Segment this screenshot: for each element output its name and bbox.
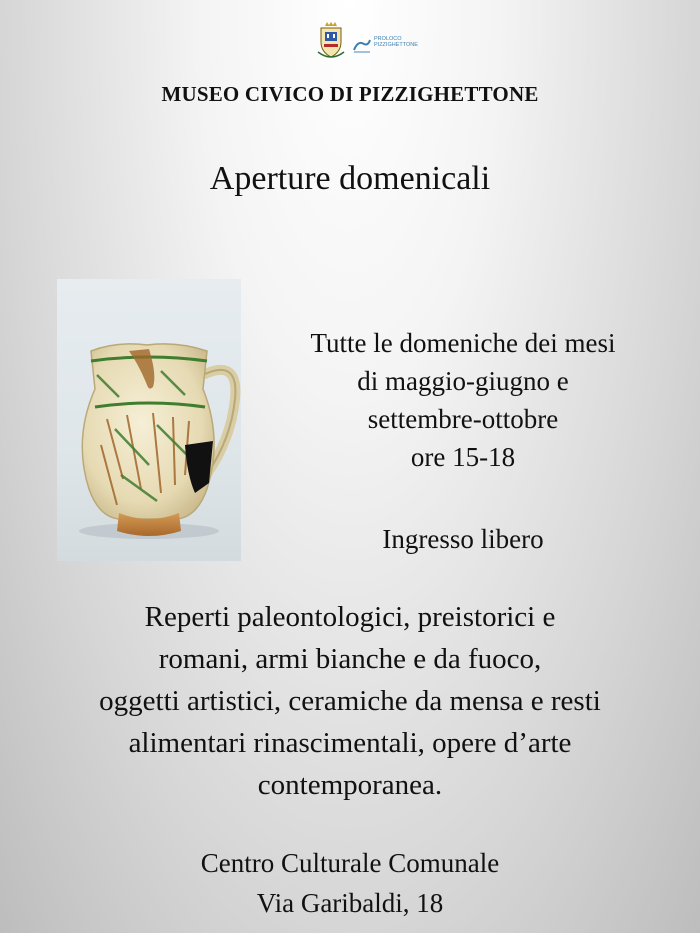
venue-name: Centro Culturale Comunale: [200, 848, 500, 878]
proloco-logo-text: PROLOCO PIZZIGHETTONE: [374, 36, 418, 48]
venue-street: Via Garibaldi, 18: [256, 888, 444, 918]
proloco-logo: [352, 36, 418, 56]
description-line: contemporanea.: [257, 769, 443, 801]
schedule-hours: ore 15-18: [410, 442, 516, 472]
free-entry-notice: Ingresso libero: [382, 524, 544, 554]
opening-schedule: [258, 324, 668, 476]
header-logos: [0, 20, 700, 64]
proloco-emblem-icon: [352, 36, 372, 56]
description-line: romani, armi bianche e da fuoco,: [158, 643, 542, 675]
municipal-crest-icon: [316, 22, 346, 60]
description-line: alimentari rinascimentali, opere d’arte: [128, 727, 572, 759]
schedule-line: di maggio-giugno e: [357, 366, 569, 396]
ceramic-jug-photo: [57, 279, 241, 561]
schedule-line: Tutte le domeniche dei mesi: [310, 328, 616, 358]
description-line: oggetti artistici, ceramiche da mensa e resti: [99, 685, 601, 717]
page-subtitle: Aperture domenicali: [209, 160, 491, 197]
ceramic-jug-illustration: [57, 279, 241, 561]
venue-address: [0, 843, 700, 923]
museum-title: MUSEO CIVICO DI PIZZIGHETTONE: [161, 82, 539, 106]
schedule-line: settembre-ottobre: [367, 404, 559, 434]
collection-description: [30, 596, 670, 806]
description-line: Reperti paleontologici, preistorici e: [144, 601, 556, 633]
